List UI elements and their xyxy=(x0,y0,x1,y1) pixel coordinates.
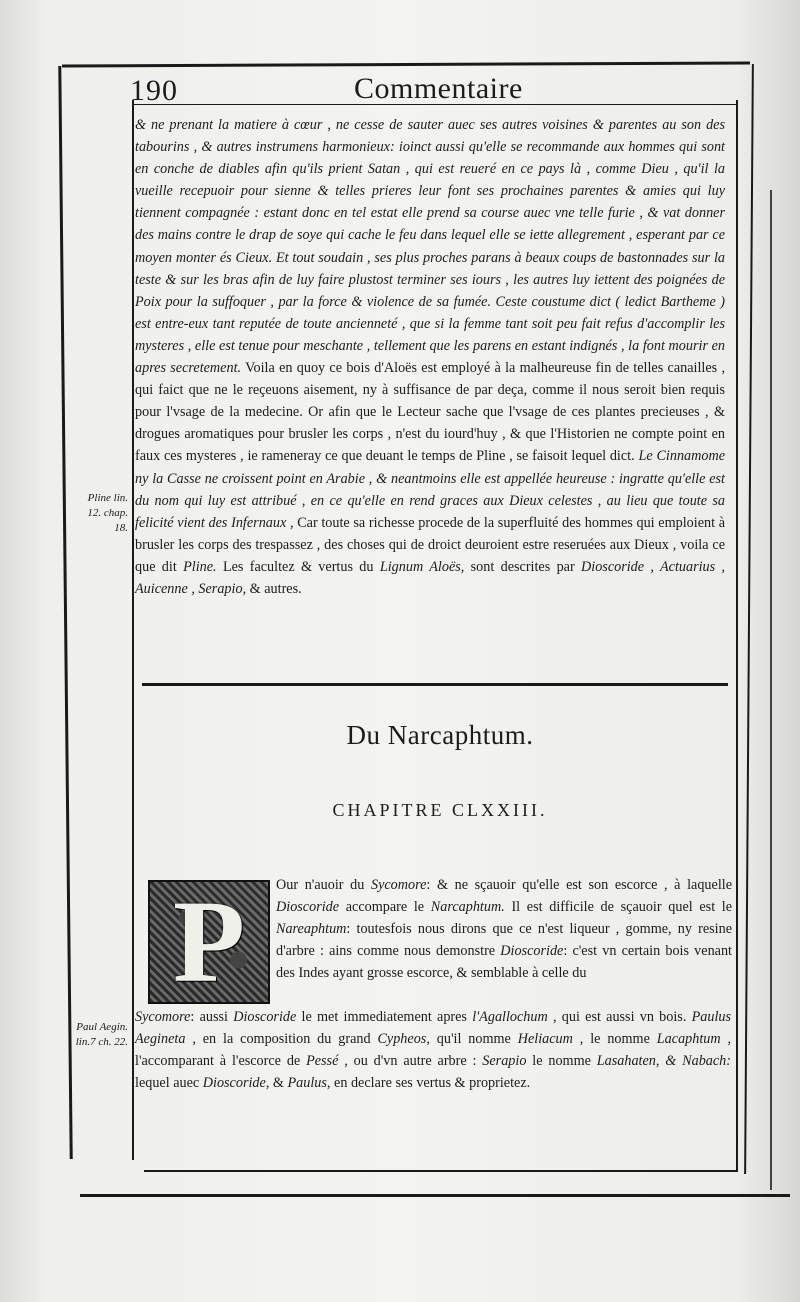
section-separator xyxy=(142,683,728,686)
initial-letter: P xyxy=(172,876,246,1007)
author-name: Serapio xyxy=(482,1053,527,1070)
text-run: : toutesfois nous dirons que ce n'est liqueur , gomme, ny resine d'arbre : ains comme nous demonstre xyxy=(276,921,732,960)
running-title: Commentaire xyxy=(354,72,523,105)
page-number: 190 xyxy=(130,74,178,107)
author-name: Paulus xyxy=(287,1075,327,1092)
right-outer-rule xyxy=(770,190,772,1190)
chapter-text-intro xyxy=(276,874,732,984)
term-name: Lasahaten, & Nabach: xyxy=(596,1053,731,1070)
author-list: Dioscoride , Actuarius , Auicenne , Serapio xyxy=(135,558,726,597)
running-head xyxy=(130,72,750,107)
chapter-text-continued xyxy=(135,1006,731,1094)
author-name: Dioscoride xyxy=(500,943,564,960)
text-run: accompare le xyxy=(345,899,425,916)
text-run: Our n'auoir du xyxy=(276,877,365,893)
text-run: : & ne sçauoir qu'elle est son escorce , à laquelle xyxy=(426,877,733,893)
term-name: l'Agallochum xyxy=(472,1009,548,1025)
author-name: Dioscoride xyxy=(276,899,340,916)
text-run: , sont descrites par xyxy=(460,558,575,575)
text-run: Voila en quoy ce bois d'Aloës est employé à la malheureuse fin de telles canailles , qui faict que ne le reçeuons aisement, ny à suffisance de par deça, comme il nous seroit bien requis pour l'vsage de la medecine. Or afin que le Lecteur sache que l'vsage de ces plantes precieuses , & drogues aromatiques pour brusler les corps , n'est du iourd'huy , & que l'Historien ne compte point en faux ces mysteres , ie rameneray ce que deuant le temps de Pline , se faisoit lequel dict. xyxy=(135,360,725,465)
chapter-paragraph xyxy=(135,1006,731,1094)
term-name: Narcaphtum. xyxy=(430,899,505,916)
italic-quote-barthema: & ne prenant la matiere à cœur , ne cesse de sauter auec ses autres voisines & parentes au son des tabourins , & autres instrumens harmonieux: ioinct aussi qu'elle se recommande aux hommes qui sont en conche de diables afin qu'ils prient Satan , qui est reueré en ce pays là , comme Dieu , qu'il la vueille recepuoir pour sienne & telles prieres leur font ses prochaines parentes & amies qui luy tiennent compagnée : estant donc en tel estat elle prend sa course auec vne telle furie , & vat donner des mains contre le drap de soye qui cache le feu dans lequel elle se iette allegrement , esperant par ce moyen monter és Cieux. Et tout soudain , ses plus proches parans à beaux coups de bastonnades sur la teste & sur les bras afin de luy faire plustost terminer ses iours , les autres luy iettent des poignées de Poix pour la suffoquer , par la force & violence de sa fumée. Ceste coustume dict ( ledict Barthemе ) est entre-eux tant reputée de toute ancienneté , que si la femme tant soit peu fait refus d'accomplir les mysteres , elle est tenue pour meschante , tellement que les parens en estant indignés , la font mourir en apres secretement. xyxy=(135,117,725,377)
footer-rule xyxy=(144,1170,738,1172)
author-name: Pline. xyxy=(183,558,217,575)
text-run: , en declare ses vertus & proprietez. xyxy=(326,1075,531,1092)
text-run: Il est difficile de sçauoir quel est le xyxy=(511,899,733,916)
bottom-frame-rule xyxy=(80,1194,790,1197)
chapter-paragraph xyxy=(276,874,732,984)
text-run: , qu'il nomme xyxy=(426,1031,511,1048)
section-title: Du Narcaphtum. xyxy=(346,720,534,750)
author-name: Dioscoride xyxy=(233,1009,297,1025)
text-run: , & autres. xyxy=(242,580,302,597)
text-run: , en la composition du grand xyxy=(192,1031,371,1048)
text-run: le met immediatement apres xyxy=(301,1009,467,1025)
author-name: Dioscoride xyxy=(202,1075,266,1092)
author-name: Paulus Aegineta xyxy=(135,1009,732,1048)
top-frame-rule xyxy=(62,61,750,67)
term-name: Cypheos xyxy=(377,1031,427,1048)
text-run: : aussi xyxy=(190,1009,228,1025)
margin-note-pline: Pline lin. 12. chap. 18. xyxy=(87,492,128,534)
italic-quote-pline: Le Cinnamome ny la Casse ne croissent point en Arabie , & neantmoins elle est appellée heureuse : ingratte qu'elle est du nom qui luy est attribué , en ce qu'elle en rend graces aux Dieux celestes , au lieu que toute sa felicité vient des Infernaux , xyxy=(135,448,726,531)
margin-note-paul: Paul Aegin. lin.7 ch. 22. xyxy=(75,1021,128,1048)
text-run: Les facultez & vertus du xyxy=(222,558,374,575)
text-run: lequel auec xyxy=(135,1075,200,1092)
text-run: , ou d'vn autre arbre : xyxy=(344,1053,477,1070)
left-frame-rule xyxy=(58,66,72,1159)
chapter-heading: CHAPITRE CLXXIII. xyxy=(332,800,548,820)
text-run: , & xyxy=(265,1075,284,1092)
text-run: , l'accomparant à l'escorce de xyxy=(135,1031,732,1070)
term-name: Lignum Aloës xyxy=(379,558,461,575)
text-run: : c'est vn certain bois venant des Indes ayant grosse escorce, & semblable à celle du xyxy=(276,943,732,982)
term-name: Sycomore xyxy=(370,877,427,893)
term-name: Heliacum xyxy=(517,1031,573,1048)
commentary-text xyxy=(135,114,725,600)
term-name: Sycomore xyxy=(135,1009,191,1025)
term-name: Nareaphtum xyxy=(276,921,347,938)
text-run: , qui est aussi vn bois. xyxy=(553,1009,687,1025)
right-inner-rule xyxy=(736,100,738,1170)
decorated-initial xyxy=(148,876,270,1007)
commentary-paragraph xyxy=(135,114,725,600)
text-run: , le nomme xyxy=(579,1031,650,1048)
margin-column-rule xyxy=(132,100,134,1160)
term-name: Lacaphtum xyxy=(656,1031,721,1048)
right-frame-rule xyxy=(744,64,754,1174)
text-run: Car toute sa richesse procede de la superfluité des hommes qui emploient à brusler les corps des trespassez , des choses qui de droict deuroient estre reseruées aux Dieux , voila ce que dit xyxy=(135,514,726,575)
term-name: Pessé xyxy=(306,1053,339,1070)
text-run: le nomme xyxy=(532,1053,591,1070)
